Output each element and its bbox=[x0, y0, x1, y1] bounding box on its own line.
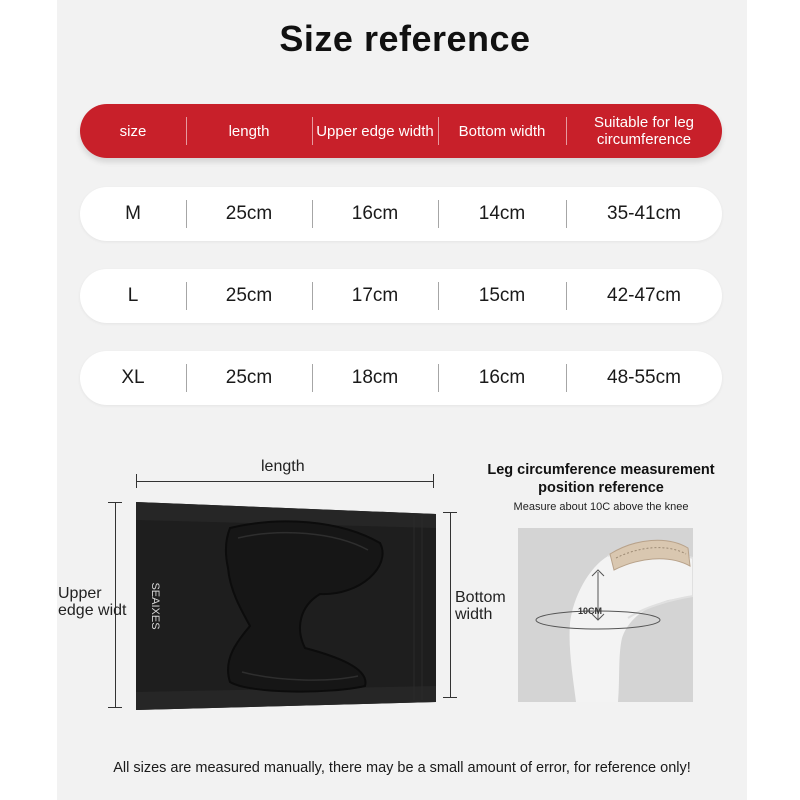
upper-tick-bottom bbox=[108, 707, 122, 708]
cell-leg-circumference: 42-47cm bbox=[566, 269, 722, 323]
knee-pad-image bbox=[130, 498, 440, 712]
header-leg-circumference: Suitable for leg circumference bbox=[566, 104, 722, 158]
measurement-title-line2: position reference bbox=[538, 480, 664, 496]
header-size: size bbox=[119, 122, 147, 140]
length-tick-right bbox=[433, 474, 434, 488]
bottom-tick-top bbox=[443, 512, 457, 513]
cell-size: M bbox=[125, 203, 141, 224]
cell-upper-edge-width: 18cm bbox=[312, 351, 438, 405]
cell-size: L bbox=[127, 285, 139, 306]
length-dimension-line bbox=[136, 481, 434, 482]
length-label: length bbox=[261, 458, 305, 475]
table-row bbox=[80, 269, 722, 323]
measurement-subtitle: Measure about 10C above the knee bbox=[513, 501, 689, 513]
leg-measurement-image bbox=[518, 528, 693, 702]
bottom-width-label-line1: Bottom bbox=[455, 589, 506, 606]
upper-tick-top bbox=[108, 502, 122, 503]
table-row bbox=[80, 187, 722, 241]
header-length: length bbox=[186, 104, 312, 158]
brand-label: SEAIXES bbox=[149, 582, 161, 630]
cell-leg-circumference: 35-41cm bbox=[566, 187, 722, 241]
measurement-title bbox=[470, 461, 732, 497]
upper-edge-label-line1: Upper bbox=[58, 585, 102, 602]
cell-length: 25cm bbox=[186, 187, 312, 241]
size-table-header bbox=[80, 104, 722, 158]
upper-edge-label-line2: edge widt bbox=[58, 602, 127, 619]
cell-leg-circumference: 48-55cm bbox=[566, 351, 722, 405]
page-title: Size reference bbox=[279, 18, 531, 59]
bottom-tick-bottom bbox=[443, 697, 457, 698]
marker-label: 10CM bbox=[578, 606, 603, 616]
bottom-width-label-line2: width bbox=[455, 606, 493, 623]
cell-upper-edge-width: 16cm bbox=[312, 187, 438, 241]
cell-bottom-width: 14cm bbox=[438, 187, 566, 241]
cell-size: XL bbox=[121, 367, 145, 388]
cell-length: 25cm bbox=[186, 351, 312, 405]
measurement-title-line1: Leg circumference measurement bbox=[487, 462, 715, 478]
cell-bottom-width: 16cm bbox=[438, 351, 566, 405]
leg-illustration bbox=[518, 528, 693, 702]
bottom-dimension-line bbox=[450, 512, 451, 698]
cell-bottom-width: 15cm bbox=[438, 269, 566, 323]
length-tick-left bbox=[136, 474, 137, 488]
footer-note: All sizes are measured manually, there may be a small amount of error, for reference only! bbox=[113, 760, 691, 776]
header-bottom-width: Bottom width bbox=[438, 104, 566, 158]
table-row bbox=[80, 351, 722, 405]
cell-length: 25cm bbox=[186, 269, 312, 323]
cell-upper-edge-width: 17cm bbox=[312, 269, 438, 323]
header-upper-edge-width: Upper edge width bbox=[312, 104, 438, 158]
